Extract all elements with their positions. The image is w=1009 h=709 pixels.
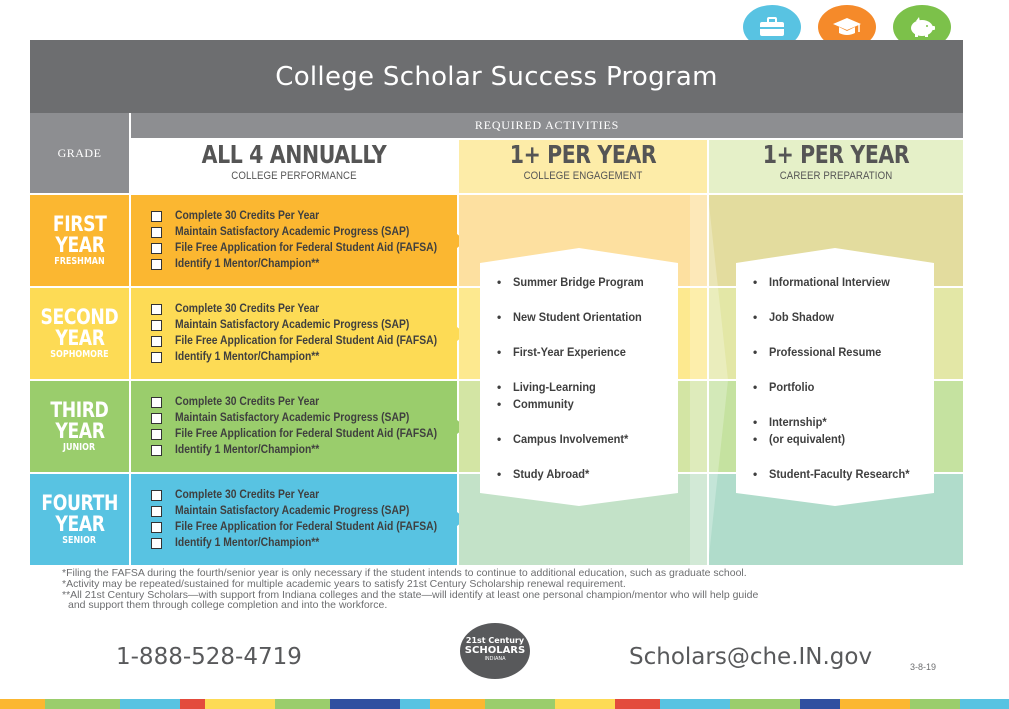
activity-label: Maintain Satisfactory Academic Progress (SAP) [175, 412, 410, 424]
column-header-subtitle: COLLEGE PERFORMANCE [231, 170, 357, 182]
grade-word: FOURTH [41, 490, 118, 515]
checkbox[interactable] [151, 259, 162, 270]
required-activities-header: REQUIRED ACTIVITIES [131, 113, 963, 138]
activity-label: Maintain Satisfactory Academic Progress (SAP) [175, 319, 410, 331]
grade-word: THIRD [50, 397, 109, 422]
checkbox[interactable] [151, 506, 162, 517]
activity-item [151, 426, 457, 442]
activity-label: Identify 1 Mentor/Champion** [175, 258, 320, 270]
checkbox[interactable] [151, 243, 162, 254]
checkbox[interactable] [151, 352, 162, 363]
engagement-item: • Living-Learning [497, 379, 667, 396]
engagement-item: • Campus Involvement* [497, 431, 667, 448]
scholars-logo [460, 623, 530, 679]
career-item: • Internship* [753, 414, 931, 431]
activity-label: Identify 1 Mentor/Champion** [175, 351, 320, 363]
column-header-career [709, 140, 963, 193]
grade-cell-fourth [30, 474, 129, 565]
grade-year: YEAR [54, 232, 105, 257]
logo-line1: 21st Century [465, 636, 525, 645]
grade-sub: FRESHMAN [54, 255, 105, 267]
activity-item [151, 240, 457, 256]
career-item: • Student-Faculty Research* [753, 466, 931, 483]
activity-item [151, 224, 457, 240]
activity-item [151, 535, 457, 551]
activity-label: Complete 30 Credits Per Year [175, 489, 320, 501]
checkbox[interactable] [151, 211, 162, 222]
checkbox[interactable] [151, 304, 162, 315]
checkbox[interactable] [151, 429, 162, 440]
grade-sub: SOPHOMORE [50, 348, 109, 360]
activity-label: File Free Application for Federal Student Aid (FAFSA) [175, 335, 438, 347]
piggy-bank-icon [908, 16, 936, 38]
briefcase-icon [759, 17, 785, 37]
column-header-title: 1+ PER YEAR [762, 140, 910, 169]
activity-item [151, 256, 457, 272]
engagement-item: • Study Abroad* [497, 466, 667, 483]
checkbox[interactable] [151, 227, 162, 238]
career-panel [753, 274, 931, 483]
column-header-performance [131, 140, 457, 193]
grade-sub: JUNIOR [63, 441, 96, 453]
grade-cell-second [30, 288, 129, 379]
activity-label: File Free Application for Federal Student Aid (FAFSA) [175, 428, 438, 440]
footnote: **All 21st Century Scholars—with support from Indiana colleges and the state—will identify at least one personal champion/mentor who will help guide [62, 589, 759, 601]
chevron-arrow-icon [690, 195, 730, 565]
activity-item [151, 442, 457, 458]
activity-label: Maintain Satisfactory Academic Progress (SAP) [175, 505, 410, 517]
activities-second [131, 288, 457, 379]
activity-label: Identify 1 Mentor/Champion** [175, 537, 320, 549]
activity-label: File Free Application for Federal Student Aid (FAFSA) [175, 242, 438, 254]
engagement-item: • New Student Orientation [497, 309, 667, 326]
career-item: • Job Shadow [753, 309, 931, 326]
engagement-panel [497, 274, 667, 483]
activity-item [151, 317, 457, 333]
activities-first [131, 195, 457, 286]
activity-item [151, 301, 457, 317]
footnote: *Activity may be repeated/sustained for multiple academic years to satisfy 21st Century Scholarship renewal requirement. [62, 578, 626, 590]
column-header-engagement [459, 140, 707, 193]
page-title: College Scholar Success Program [30, 40, 963, 113]
checkbox[interactable] [151, 445, 162, 456]
activity-item [151, 410, 457, 426]
activity-label: Complete 30 Credits Per Year [175, 210, 320, 222]
footnote: *Filing the FAFSA during the fourth/senior year is only necessary if the student intends to continue to additional education, such as graduate school. [62, 567, 747, 579]
activity-item [151, 394, 457, 410]
engagement-item: • First-Year Experience [497, 344, 667, 361]
activity-label: Complete 30 Credits Per Year [175, 303, 320, 315]
grade-word: FIRST [52, 211, 107, 236]
date-stamp: 3-8-19 [910, 662, 937, 672]
checkbox[interactable] [151, 336, 162, 347]
activity-label: Maintain Satisfactory Academic Progress (SAP) [175, 226, 410, 238]
grade-year: YEAR [54, 511, 105, 536]
activities-third [131, 381, 457, 472]
checkbox[interactable] [151, 538, 162, 549]
grade-cell-first [30, 195, 129, 286]
grade-word: SECOND [40, 304, 119, 329]
grade-year: YEAR [54, 418, 105, 443]
grade-year: YEAR [54, 325, 105, 350]
graduation-cap-icon [832, 16, 862, 38]
activity-item [151, 487, 457, 503]
email-link[interactable]: Scholars@che.IN.gov [629, 644, 873, 670]
checkbox[interactable] [151, 490, 162, 501]
column-header-subtitle: CAREER PREPARATION [779, 170, 893, 182]
column-header-subtitle: COLLEGE ENGAGEMENT [523, 170, 643, 182]
footnote: and support them through college completion and into the workforce. [68, 599, 388, 611]
engagement-item: • Summer Bridge Program [497, 274, 667, 291]
column-header-title: 1+ PER YEAR [509, 140, 657, 169]
activity-item [151, 333, 457, 349]
logo-line2: SCHOLARS [464, 645, 526, 656]
column-header-title: ALL 4 ANNUALLY [201, 140, 387, 169]
activity-label: Identify 1 Mentor/Champion** [175, 444, 320, 456]
activity-item [151, 349, 457, 365]
checkbox[interactable] [151, 522, 162, 533]
career-item-continued: • (or equivalent) [753, 431, 931, 448]
engagement-item-continued: • Community [497, 396, 667, 413]
grade-cell-third [30, 381, 129, 472]
career-item: • Informational Interview [753, 274, 931, 291]
checkbox[interactable] [151, 397, 162, 408]
activity-label: File Free Application for Federal Student Aid (FAFSA) [175, 521, 438, 533]
activity-label: Complete 30 Credits Per Year [175, 396, 320, 408]
logo-line3: INDIANA [484, 656, 506, 662]
career-item: • Portfolio [753, 379, 931, 396]
activity-item [151, 503, 457, 519]
checkbox[interactable] [151, 320, 162, 331]
checkbox[interactable] [151, 413, 162, 424]
activity-item [151, 208, 457, 224]
phone-number[interactable]: 1-888-528-4719 [116, 644, 302, 670]
activity-item [151, 519, 457, 535]
grade-header: GRADE [30, 113, 129, 193]
grade-sub: SENIOR [62, 534, 97, 546]
activities-fourth [131, 474, 457, 565]
career-item: • Professional Resume [753, 344, 931, 361]
